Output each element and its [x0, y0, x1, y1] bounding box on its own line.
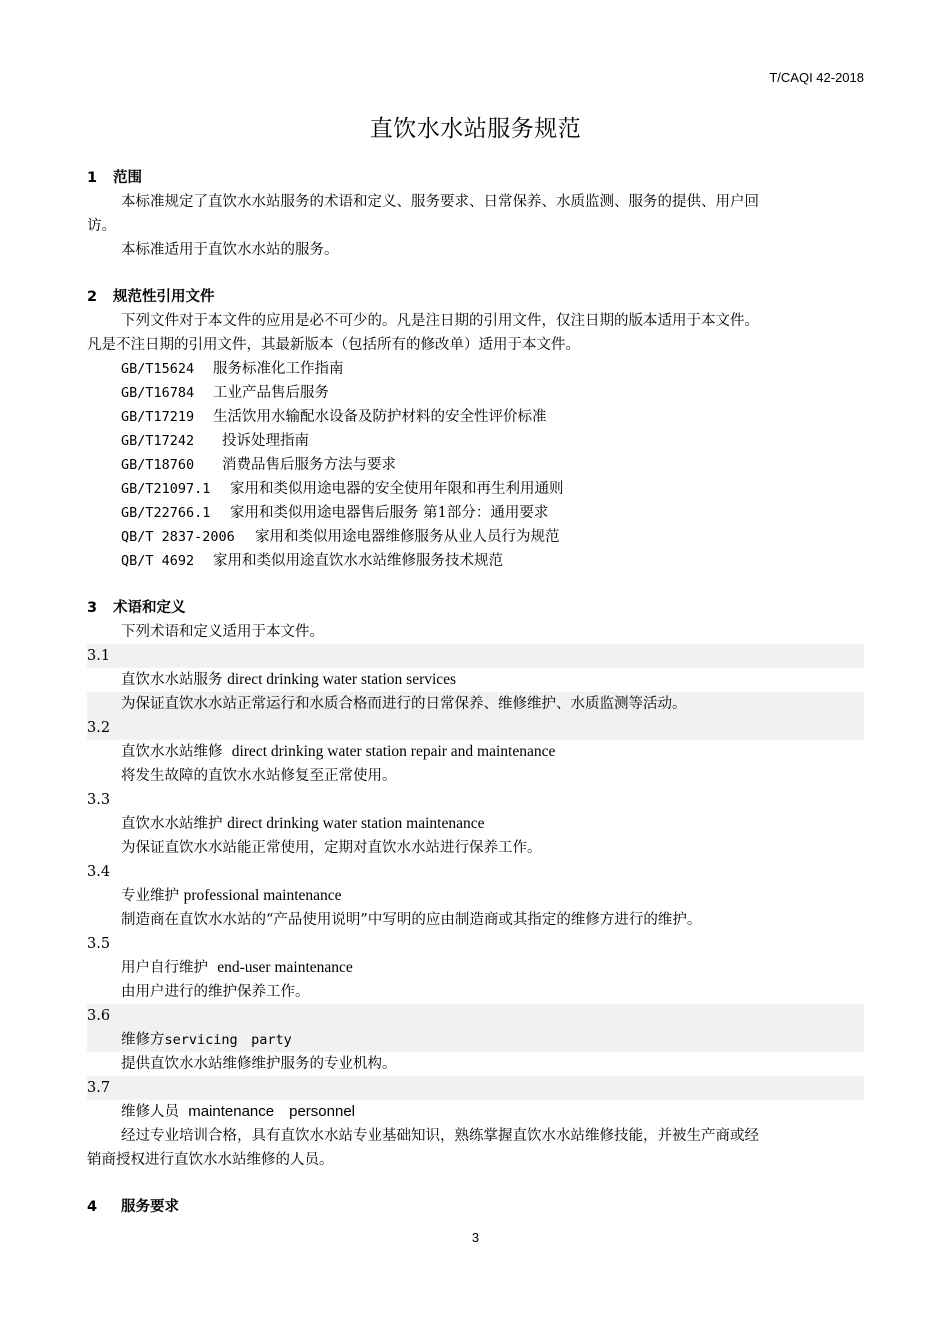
term-en: direct drinking water station services	[227, 671, 457, 688]
section-number: 4	[87, 1199, 98, 1215]
section-3-heading	[87, 596, 864, 620]
reference-item	[87, 453, 864, 477]
reference-item	[87, 381, 864, 405]
term-en: professional maintenance	[183, 887, 342, 904]
term-definition: 销商授权进行直饮水水站维修的人员。	[87, 1152, 334, 1168]
section-number: 1	[87, 170, 98, 186]
reference-name: 投诉处理指南	[222, 433, 309, 449]
reference-name: 生活饮用水输配水设备及防护材料的安全性评价标准	[213, 409, 547, 425]
term-number: 3.7	[87, 1076, 864, 1100]
term-entry	[87, 668, 864, 692]
term-number: 3.2	[87, 716, 864, 740]
reference-name: 服务标准化工作指南	[213, 361, 344, 377]
section-1-heading	[87, 166, 864, 190]
term-en: servicing party	[164, 1032, 292, 1048]
document-title: 直饮水水站服务规范	[369, 116, 582, 142]
reference-code: QB/T 4692	[121, 553, 195, 569]
section-number: 3	[87, 600, 98, 616]
term-en: direct drinking water station repair and maintenance	[231, 743, 556, 760]
term-entry	[87, 1028, 864, 1052]
term-definition: 将发生故障的直饮水水站修复至正常使用。	[121, 768, 397, 784]
term-zh: 用户自行维护	[121, 960, 208, 976]
reference-item	[87, 501, 864, 525]
reference-name: 家用和类似用途电器的安全使用年限和再生利用通则	[230, 481, 564, 497]
term-definition: 制造商在直饮水水站的“产品使用说明”中写明的应由制造商或其指定的维修方进行的维护。	[121, 912, 702, 928]
term-entry	[87, 956, 864, 980]
section-4-heading	[87, 1195, 864, 1219]
term-definition: 经过专业培训合格，具有直饮水水站专业基础知识，熟练掌握直饮水水站维修技能，并被生产商或经	[121, 1128, 759, 1144]
term-zh: 专业维护	[121, 888, 179, 904]
reference-code: GB/T17219	[121, 409, 195, 425]
term-en: maintenance personnel	[188, 1103, 355, 1120]
section-number: 2	[87, 289, 98, 305]
term-definition: 提供直饮水水站维修维护服务的专业机构。	[121, 1056, 397, 1072]
reference-name: 家用和类似用途电器维修服务从业人员行为规范	[255, 529, 560, 545]
paragraph: 本标准适用于直饮水水站的服务。	[121, 242, 339, 258]
term-definition: 为保证直饮水水站能正常使用，定期对直饮水水站进行保养工作。	[121, 840, 542, 856]
term-definition: 由用户进行的维护保养工作。	[121, 984, 310, 1000]
section-title: 服务要求	[121, 1199, 179, 1215]
reference-name: 家用和类似用途直饮水水站维修服务技术规范	[213, 553, 503, 569]
reference-name: 家用和类似用途电器售后服务 第1部分：通用要求	[230, 505, 549, 521]
reference-code: GB/T21097.1	[121, 481, 211, 497]
term-number: 3.4	[87, 864, 111, 880]
term-number: 3.3	[87, 792, 111, 808]
paragraph: 凡是不注日期的引用文件，其最新版本（包括所有的修改单）适用于本文件。	[87, 337, 580, 353]
term-zh: 直饮水水站维护	[121, 816, 223, 832]
reference-code: GB/T18760	[121, 457, 195, 473]
document-page	[87, 0, 864, 1344]
term-entry	[87, 884, 864, 908]
term-entry	[87, 1100, 864, 1124]
paragraph: 下列术语和定义适用于本文件。	[121, 624, 324, 640]
term-en: end-user maintenance	[217, 959, 353, 976]
reference-item	[87, 477, 864, 501]
reference-item	[87, 429, 864, 453]
standard-code: T/CAQI 42-2018	[769, 70, 864, 85]
term-number: 3.6	[87, 1004, 864, 1028]
term-entry	[87, 740, 864, 764]
section-title: 范围	[113, 170, 142, 186]
reference-item	[87, 549, 864, 573]
reference-code: GB/T22766.1	[121, 505, 211, 521]
term-zh: 直饮水水站维修	[121, 744, 223, 760]
reference-code: GB/T17242	[121, 433, 195, 449]
reference-name: 工业产品售后服务	[213, 385, 329, 401]
reference-code: GB/T15624	[121, 361, 195, 377]
section-title: 术语和定义	[113, 600, 186, 616]
reference-item	[87, 525, 864, 549]
paragraph: 下列文件对于本文件的应用是必不可少的。凡是注日期的引用文件，仅注日期的版本适用于本文件。	[121, 313, 759, 329]
page-number: 3	[471, 1230, 480, 1245]
reference-code: QB/T 2837-2006	[121, 529, 235, 545]
term-entry	[87, 812, 864, 836]
term-zh: 直饮水水站服务	[121, 672, 223, 688]
reference-item	[87, 405, 864, 429]
section-title: 规范性引用文件	[113, 289, 215, 305]
term-zh: 维修方	[121, 1032, 165, 1048]
term-number: 3.1	[87, 644, 864, 668]
paragraph: 本标准规定了直饮水水站服务的术语和定义、服务要求、日常保养、水质监测、服务的提供、用户回	[121, 194, 759, 210]
term-zh: 维修人员	[121, 1104, 179, 1120]
reference-name: 消费品售后服务方法与要求	[222, 457, 396, 473]
reference-code: GB/T16784	[121, 385, 195, 401]
paragraph: 访。	[87, 218, 116, 234]
reference-item	[87, 357, 864, 381]
term-en: direct drinking water station maintenance	[227, 815, 485, 832]
section-2-heading	[87, 285, 864, 309]
term-definition: 为保证直饮水水站正常运行和水质合格而进行的日常保养、维修维护、水质监测等活动。	[87, 692, 864, 716]
term-number: 3.5	[87, 936, 111, 952]
